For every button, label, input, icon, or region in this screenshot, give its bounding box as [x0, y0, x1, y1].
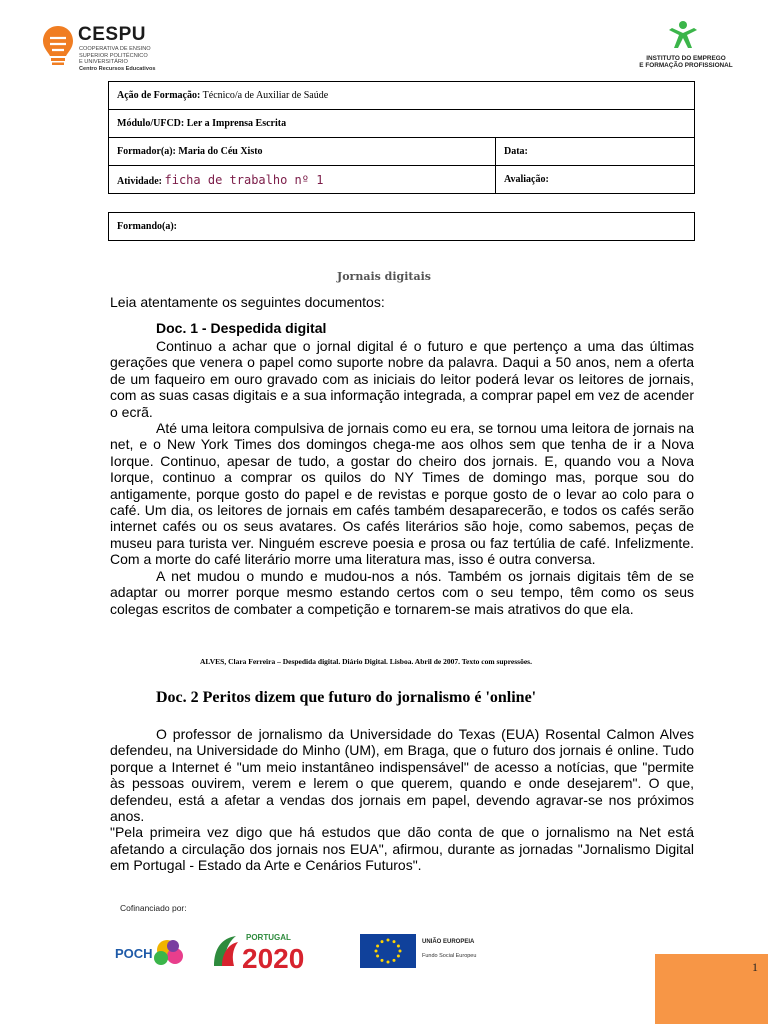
data-label: Data:	[504, 146, 528, 157]
poch-logo	[113, 936, 189, 970]
page-number-box	[655, 954, 768, 1024]
eu-fund: Fundo Social Europeu	[422, 953, 477, 959]
doc2-paragraph: O professor de jornalismo da Universidade do Texas (EUA) Rosental Calmon Alves defendeu, na Universidade do Minho (UM), em Braga, que o futuro dos jornais é online. Tudo porque a Internet é "um meio instantâneo indispensável" de acesso a notícias, que "permite às pessoas ouvirem, verem e lerem o que querem, quando e onde desejarem". O que, defendeu, está a afetar a vendas dos jornais em papel, devendo agravar-se nos próximos anos.	[110, 726, 694, 825]
portugal-text: PORTUGAL	[246, 933, 291, 942]
doc1-paragraph: Até uma leitora compulsiva de jornais como eu era, se tornou uma leitora de jornais na net, e o New York Times dos domingos chega-me aos olhos sem que tenha de ir a Nova Iorque. Continuo, apesar de tudo, a gostar do cheiro dos jornais. E, quando vou a Nova Iorque, continuo a comprar os quilos do NY Times de domingo mas, porque sou do antigamente, porque gosto do papel e de revistas e porque gosto de o levar ao colo para o café. Um dia, os leitores de jornais em cafés também desaparecerão, e todos os cafés serão internet cafés ou os seus avatares. Os cafés literários são hoje, como sabemos, peças de museu para turista ver. Ninguém escreve poesia e prosa ou faz tertúlia de café. Infelizmente. Com a morte do café literário morre uma literatura mas, isso é outra conversa.	[110, 420, 694, 568]
document-title: Jornais digitais	[337, 270, 431, 283]
acao-label: Ação de Formação:	[117, 90, 201, 101]
cofinanciado-label: Cofinanciado por:	[120, 903, 187, 913]
doc2-heading: Doc. 2 Peritos dizem que futuro do jornalismo é 'online'	[156, 689, 537, 706]
acao-value: Técnico/a de Auxiliar de Saúde	[202, 90, 329, 101]
atividade-label: Atividade:	[117, 175, 162, 187]
cespu-subtitle-line: Centro Recursos Educativos	[79, 65, 156, 72]
modulo-cell	[109, 110, 695, 138]
cespu-name: CESPU	[78, 24, 146, 45]
iefp-text	[636, 55, 736, 70]
formando-label: Formando(a):	[117, 221, 177, 232]
atividade-cell	[109, 166, 496, 194]
year-text: 2020	[242, 943, 305, 970]
avaliacao-cell[interactable]	[496, 166, 695, 194]
cespu-subtitle-line: SUPERIOR POLITÉCNICO	[79, 52, 148, 59]
doc2-body	[110, 726, 694, 874]
modulo-label: Módulo/UFCD:	[117, 118, 185, 129]
cespu-subtitle-line: E UNIVERSITÁRIO	[79, 59, 128, 66]
formador-cell	[109, 138, 496, 166]
form-header-table	[108, 81, 695, 194]
acao-cell	[109, 82, 695, 110]
eu-logo	[360, 934, 490, 970]
doc1-body	[110, 338, 694, 617]
atividade-value: ficha de trabalho nº 1	[164, 172, 324, 187]
cespu-subtitle-line: COOPERATIVA DE ENSINO	[79, 46, 151, 52]
doc1-paragraph: Continuo a achar que o jornal digital é o futuro e que pertenço a uma das últimas gerações que venera o papel como suporte nobre da palavra. Daqui a 50 anos, nem a oferta de um faqueiro em ouro gravado com as iniciais do leitor poderá levar os leitores de jornais, com as suas casas digitais e a sua informação integrada, a comprar papel em vez de acender o ecrã.	[110, 338, 694, 420]
iefp-text-line: INSTITUTO DO EMPREGO	[646, 55, 726, 62]
modulo-value: Ler a Imprensa Escrita	[186, 118, 287, 129]
cespu-logo	[42, 22, 172, 78]
doc1-paragraph: A net mudou o mundo e mudou-nos a nós. Também os jornais digitais têm de se adaptar ou morrer porque mesmo estando certos com o seu tempo, têm como os seus colegas escritos de combater a competição e tornarem-se mais atrativos do que ela.	[110, 567, 694, 617]
page-number: 1	[752, 960, 758, 974]
portugal-2020-logo	[212, 930, 338, 970]
formando-table	[108, 212, 695, 241]
eu-flag-icon	[360, 934, 416, 968]
avaliacao-label: Avaliação:	[504, 174, 549, 185]
eu-name: UNIÃO EUROPEIA	[422, 939, 475, 945]
doc1-heading: Doc. 1 - Despedida digital	[156, 320, 327, 336]
intro-text: Leia atentamente os seguintes documentos:	[110, 294, 385, 310]
data-cell[interactable]	[496, 138, 695, 166]
cespu-lightbulb-icon	[42, 24, 74, 68]
doc1-source: ALVES, Clara Ferreira – Despedida digital. Diário Digital. Lisboa. Abril de 2007. Texto com supressões.	[200, 657, 532, 666]
formador-value: Maria do Céu Xisto	[178, 146, 263, 157]
doc2-paragraph: "Pela primeira vez digo que há estudos que dão conta de que o jornalismo na Net está afetando a circulação dos jornais nos EUA", afirmou, durante as jornadas "Jornalismo Digital em Portugal - Estado da Arte e Cenários Futuros".	[110, 824, 694, 874]
iefp-figure-icon	[666, 20, 700, 50]
iefp-text-line: E FORMAÇÃO PROFISSIONAL	[639, 62, 733, 70]
formador-label: Formador(a):	[117, 146, 176, 157]
iefp-logo	[630, 20, 740, 76]
formando-cell[interactable]	[109, 213, 695, 241]
cespu-subtitle	[79, 46, 174, 72]
poch-text: POCH	[115, 946, 153, 961]
